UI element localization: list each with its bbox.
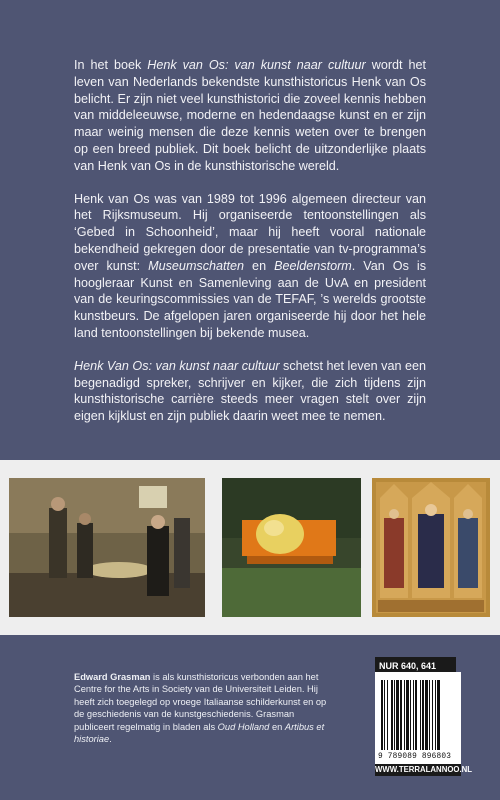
publisher-website: WWW.TERRALANNOO.NL <box>375 765 473 774</box>
photo-modern-sculpture <box>222 478 361 617</box>
blurb-paragraph-2: Henk van Os was van 1989 tot 1996 algemeen directeur van het Rijksmuseum. Hij organiseerde tentoonstellingen als ‘Gebed in Schoonheid’, maar hij heeft vooral nationale bekendheid gekregen door de presentatie van tv-programma’s over kunst: Museumschatten en Beeldenstorm. Van Os is hoogleraar Kunst en Samenleving aan de UvA en president van de keuringscommissies van de TEFAF, ’s werelds grootste kunstbeurs. De afgelopen jaren organiseerde hij door het hele land tentoonstellingen bij bekende musea. <box>74 191 426 340</box>
barcode <box>375 672 461 764</box>
barcode-bars <box>375 672 461 752</box>
painting-interior-scene <box>9 478 205 617</box>
blurb-paragraph-1: In het boek Henk van Os: van kunst naar cultuur wordt het leven van Nederlands bekendste kunsthistoricus Henk van Os belicht. Er zijn niet veel kunsthistorici die zoveel kennis hebben van middeleeuwse, moderne en hedendaagse kunst en er zijn maar weinig mensen die deze kennis weten over te brengen op een breed publiek. Dit boek belicht de uitzonderlijke plaats van Henk van Os in de kunsthistorische wereld. <box>74 58 426 173</box>
blurb-paragraph-3: Henk Van Os: van kunst naar cultuur schetst het leven van een begenadigd spreker, schrijver en kijker, die zich tijdens zijn kunsthistorische carrière steeds meer vragen stelt over zijn eigen kijklust en zijn publiek daarin weet mee te nemen. <box>74 358 427 424</box>
nur-label: NUR 640, 641 <box>375 657 456 675</box>
painting-altarpiece <box>372 478 490 617</box>
back-cover-blurb <box>74 57 426 441</box>
isbn-number: 9 789089 896803 <box>378 753 452 761</box>
author-bio: Edward Grasman is als kunsthistoricus verbonden aan het Centre for the Arts in Society van de Universiteit Leiden. Hij heeft zich toegelegd op vroege Italiaanse schilderkunst en op de geschiedenis van de kunstgeschiedenis. Grasman publiceert regelmatig in bladen als Oud Holland en Artibus et historiae. <box>74 672 327 745</box>
